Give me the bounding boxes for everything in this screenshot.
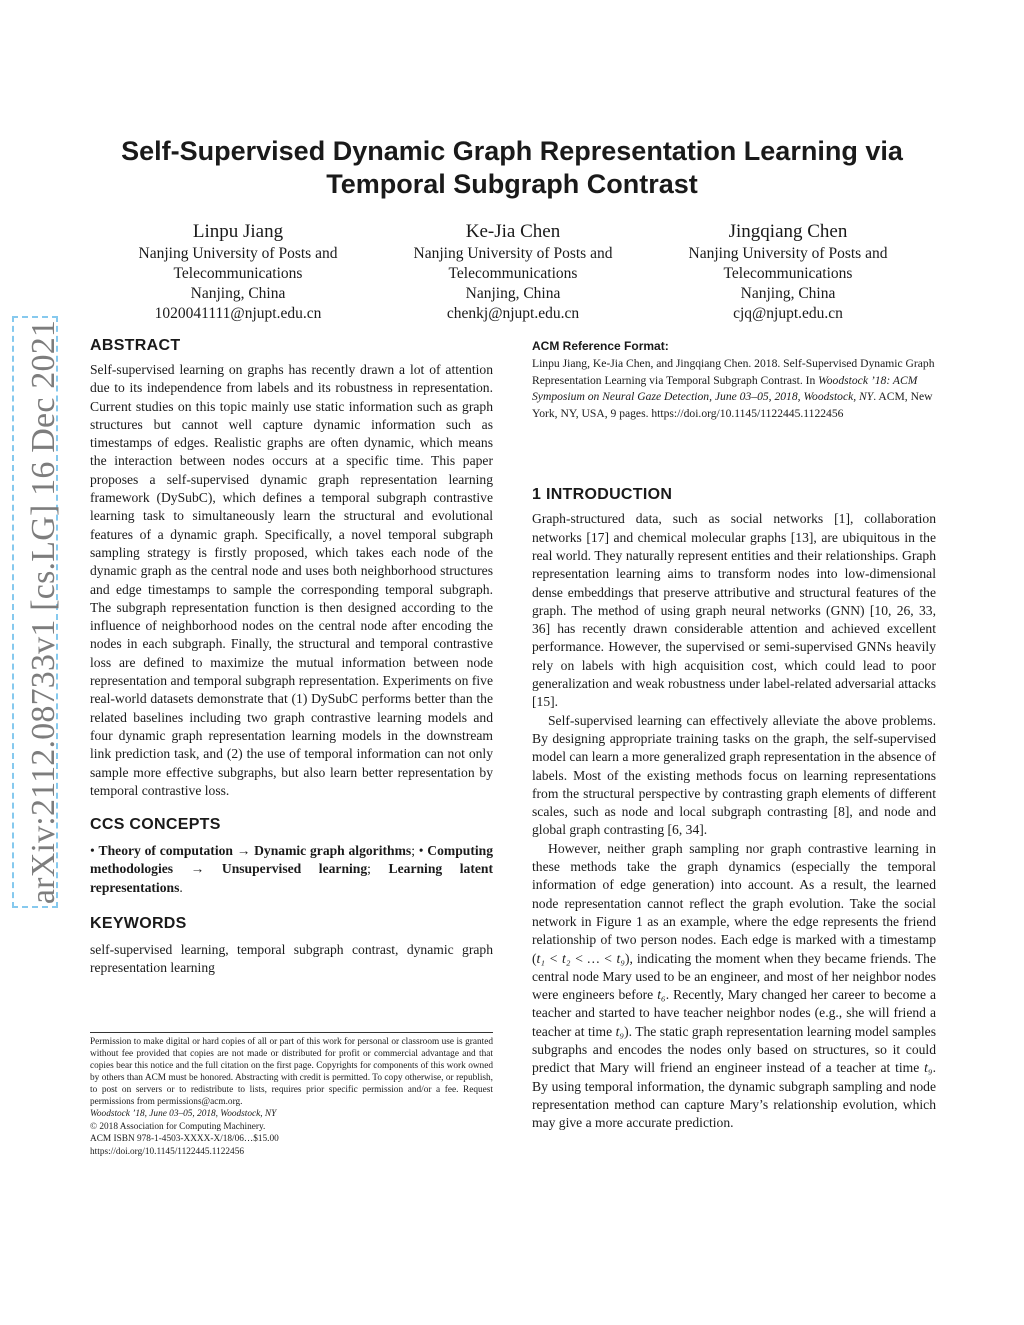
arxiv-stamp: arXiv:2112.08733v1 [cs.LG] 16 Dec 2021 bbox=[25, 319, 62, 905]
paper-title bbox=[90, 135, 934, 201]
right-column bbox=[532, 338, 936, 1132]
venue-note: Woodstock ’18, June 03–05, 2018, Woodstock, NY bbox=[90, 1109, 277, 1120]
inline-math: t₉ bbox=[615, 1023, 625, 1039]
inline-math: t₉ bbox=[924, 1060, 933, 1076]
abstract-text: Self-supervised learning on graphs has recently drawn a lot of attention due to its independence from labels and its robustness in representation. Current studies on this topic mainly use static information such as graph structures but cannot well capture dynamic information such as timestamps of edges. Realistic graphs are often dynamic, which means the interaction between nodes occurs at a specific time. This paper proposes a self-supervised dynamic graph representation learning framework (DySubC), which defines a temporal subgraph contrastive learning task to simultaneously learn the structural and evolutional features of a dynamic graph. Specifically, a novel temporal subgraph sampling strategy is firstly proposed, which takes each node of the dynamic graph as the central node and uses both neighborhood structures and edge timestamps to sample the corresponding temporal subgraph. The subgraph representation function is then designed according to the influence of neighborhood nodes on the central node after encoding the nodes in each subgraph. Finally, the structural and temporal contrastive loss are defined to maximize the mutual information between node representation and temporal subgraph representation. Experiments on five real-world datasets demonstrate that (1) DySubC performs better than the related baselines including two graph contrastive learning models and four dynamic graph representation learning models in the downstream link prediction task, and (2) the use of temporal information can not only sample more effective subgraphs, but also learn better representation by temporal contrastive loss. bbox=[90, 362, 493, 798]
author-email: 1020041111@njupt.edu.cn bbox=[154, 305, 322, 322]
ccs-concept: Learning latent representations bbox=[90, 861, 494, 895]
author-block-2 bbox=[373, 220, 653, 324]
acm-reference-text bbox=[532, 356, 936, 422]
paragraph-text: . By using temporal information, the dynamic subgraph sampling and node representation method can capture Mary’s relationship evolution, which may give a more accurate prediction. bbox=[532, 1060, 936, 1131]
ccs-separator: ; • bbox=[411, 843, 428, 859]
ccs-concept: Dynamic graph algorithms bbox=[254, 843, 412, 859]
isbn-note: ACM ISBN 978-1-4503-XXXX-X/18/06…$15.00 bbox=[90, 1134, 279, 1145]
ref-venue: Woodstock ’18: ACM Symposium on Neural Gaze Detection, June 03–05, 2018, Woodstock, NY bbox=[532, 373, 918, 404]
author-block-3 bbox=[648, 220, 928, 324]
keywords-heading: KEYWORDS bbox=[90, 915, 187, 933]
inline-math: t₆ bbox=[657, 987, 666, 1003]
author-affiliation: Nanjing University of Posts and bbox=[688, 245, 888, 262]
intro-paragraph: Graph-structured data, such as social networks [1], collaboration networks [17] and chemical molecular graphs [13], are ubiquitous in the real world. They naturally represent entities and their relationships. Graph representation learning aims to transform nodes into low-dimensional dense embeddings that preserve attributive and structural features of the graph. The method of using graph neural networks (GNN) [10, 26, 33, 36] has recently drawn considerable attention and achieved excellent performance. However, the supervised or semi-supervised GNNs heavily rely on labels with high acquisition cost, which could lead to poor generalization and weak robustness under label-related adversarial attacks [15]. bbox=[532, 511, 936, 710]
introduction-heading: 1 INTRODUCTION bbox=[532, 486, 673, 504]
author-affiliation: Telecommunications bbox=[173, 265, 303, 282]
author-name: Linpu Jiang bbox=[192, 221, 284, 242]
ccs-end: . bbox=[179, 879, 183, 895]
permission-text: Permission to make digital or hard copies of all or part of this work for personal or classroom use is granted without fee provided that copies are not made or distributed for profit or commercial advantage and that copies bear this notice and the full citation on the first page. Copyrights for components of this work owned by others than ACM must be honored. Abstracting with credit is permitted. To copy otherwise, or republish, to post on servers or to redistribute to lists, requires prior specific permission and/or a fee. Request permissions from permissions@acm.org. bbox=[90, 1037, 493, 1107]
abstract-heading: ABSTRACT bbox=[90, 337, 181, 354]
acm-reference-heading: ACM Reference Format: bbox=[532, 339, 669, 353]
ref-citation: Linpu Jiang, Ke-Jia Chen, and Jingqiang Chen. 2018. Self-Supervised Dynamic Graph Representation Learning via Temporal Subgraph Contrast. In bbox=[532, 357, 935, 387]
author-email: cjq@njupt.edu.cn bbox=[733, 305, 843, 322]
intro-paragraph: Self-supervised learning can effectively alleviate the above problems. By designing appropriate training tasks on the graph, the self-supervised model can learn a more generalized graph representation in the absence of labels. Most of the existing methods focus on learning representations from the structural perspective by contrasting graph elements of different scales, such as node and local subgraph contrasting [8], and node and global graph contrasting [6, 34]. bbox=[532, 712, 936, 838]
inline-math: t₁ < t₂ < … < t₉ bbox=[536, 950, 626, 966]
copyright-note: © 2018 Association for Computing Machinery. bbox=[90, 1121, 266, 1132]
permission-footnote bbox=[90, 1032, 493, 1158]
author-affiliation: Telecommunications bbox=[723, 265, 853, 282]
intro-paragraph bbox=[532, 840, 936, 1133]
keywords-text: self-supervised learning, temporal subgraph contrast, dynamic graph representation learning bbox=[90, 942, 493, 976]
ccs-arrow: → bbox=[232, 843, 255, 859]
title-line-1: Self-Supervised Dynamic Graph Representation Learning via bbox=[121, 136, 903, 166]
title-line-2: Temporal Subgraph Contrast bbox=[326, 169, 698, 199]
paragraph-text: . Recently, Mary changed her career to become a teacher and started to have teacher neighbor nodes (e.g., she will friend a teacher at time bbox=[532, 987, 936, 1039]
author-affiliation: Nanjing University of Posts and bbox=[138, 245, 338, 262]
ref-publisher: . ACM, New York, NY, USA, 9 pages. https://doi.org/10.1145/1122445.1122456 bbox=[532, 390, 933, 420]
author-location: Nanjing, China bbox=[740, 285, 836, 302]
left-column bbox=[90, 335, 493, 978]
acm-reference bbox=[532, 338, 936, 422]
author-name: Ke-Jia Chen bbox=[465, 221, 561, 242]
keywords-section bbox=[90, 913, 493, 978]
paragraph-text: However, neither graph sampling nor graph contrastive learning in these methods take the graph dynamics (especially the temporal information of edge generation) into account. As a result, the learned node representation cannot reflect the graph evolution. Take the social network in Figure 1 as an example, where the edge represents the friend relationship of two person nodes. Each edge is marked with a timestamp ( bbox=[532, 840, 936, 966]
author-location: Nanjing, China bbox=[465, 285, 561, 302]
author-block-1 bbox=[98, 220, 378, 324]
ccs-text bbox=[90, 842, 493, 897]
author-name: Jingqiang Chen bbox=[728, 221, 848, 242]
ccs-concept: Computing methodologies bbox=[90, 843, 493, 877]
author-location: Nanjing, China bbox=[190, 285, 286, 302]
ccs-concept: Unsupervised learning bbox=[221, 861, 368, 877]
ccs-arrow: → bbox=[173, 861, 222, 877]
introduction-section bbox=[532, 484, 936, 1132]
author-email: chenkj@njupt.edu.cn bbox=[446, 305, 580, 322]
author-affiliation: Telecommunications bbox=[448, 265, 578, 282]
paragraph-text: ). The static graph representation learning model samples subgraphs and encodes the nodes only based on structures, so it could predict that Mary will friend an engineer instead of a teacher at time bbox=[532, 1023, 936, 1076]
author-affiliation: Nanjing University of Posts and bbox=[413, 245, 613, 262]
ccs-separator: ; bbox=[367, 861, 389, 877]
doi-link[interactable]: https://doi.org/10.1145/1122445.1122456 bbox=[90, 1146, 245, 1157]
ccs-heading: CCS CONCEPTS bbox=[90, 816, 221, 834]
ccs-concept: Theory of computation bbox=[98, 843, 233, 859]
ccs-bullet: • bbox=[90, 843, 99, 859]
paragraph-text: ), indicating the moment when they became friends. The central node Mary used to be an engineer, and most of her neighbor nodes were engineers before bbox=[532, 950, 936, 1003]
abstract-section bbox=[90, 335, 493, 800]
ccs-section bbox=[90, 814, 493, 897]
